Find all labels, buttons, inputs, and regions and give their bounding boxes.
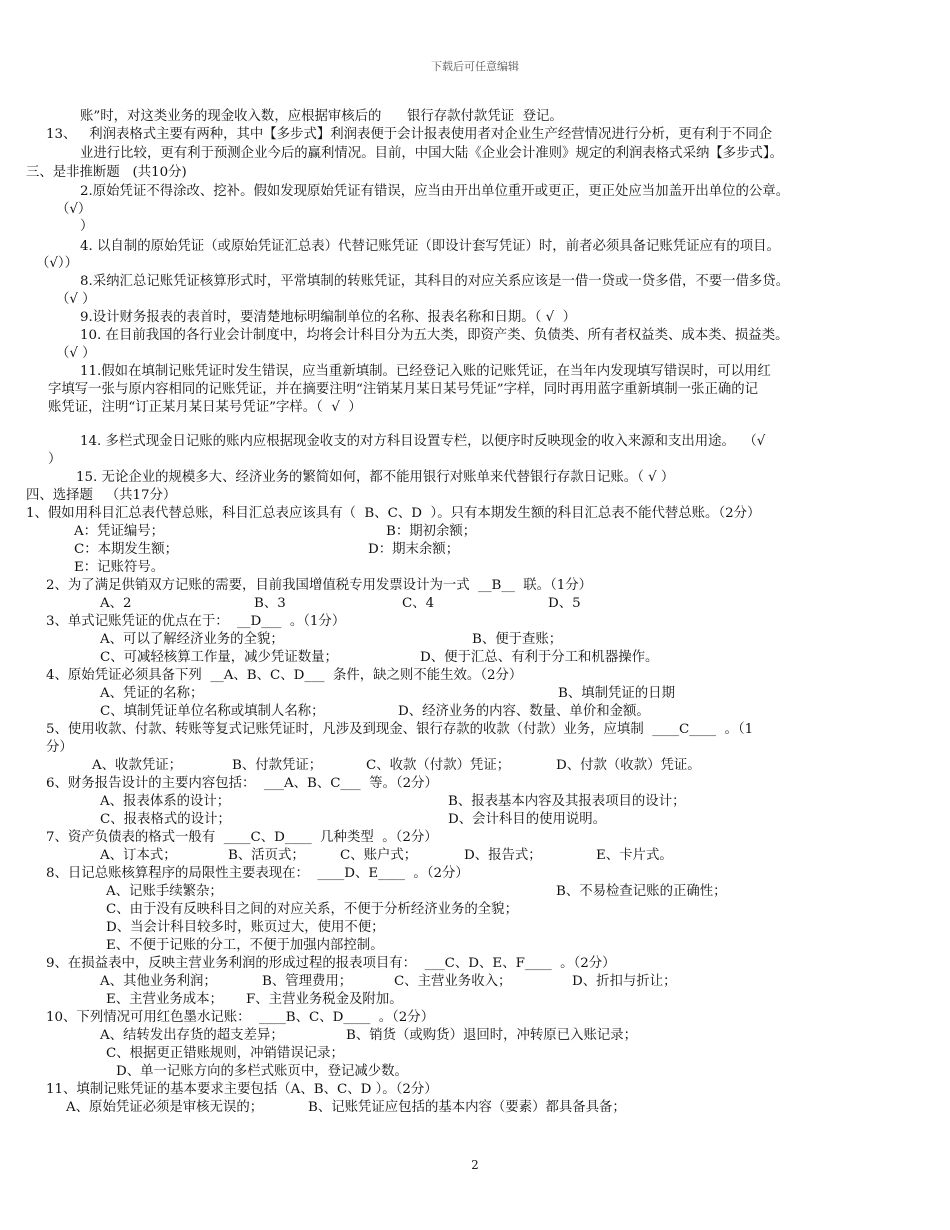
option-text: B、管理费用； [262, 974, 353, 989]
option-text: D、折扣与折让； [572, 974, 677, 989]
option-text: F、主营业务税金及附加。 [246, 992, 403, 1007]
option-text: C、由于没有反映科目之间的对应关系，不便于分析经济业务的全貌； [106, 902, 518, 917]
text-line: ） [80, 219, 94, 234]
option-text: B、记账凭证应包括的基本内容（要素）都具备具备； [308, 1100, 626, 1115]
page-header: 下载后可任意编辑 [431, 60, 519, 73]
option-text: B、填制凭证的日期 [558, 686, 675, 701]
text-line: ） [48, 452, 62, 467]
option-text: B、便于查账； [472, 632, 563, 647]
text-line: 10. 在目前我国的各行业会计制度中，均将会计科目分为五大类，即资产类、负债类、所有者权益类、成本类、损益类。 [80, 328, 789, 343]
text-line: 4. 以自制的原始凭证（或原始凭证汇总表）代替记账凭证（即设计套写凭证）时，前者必须具备记账凭证应有的项目。 [80, 239, 780, 254]
text-line: 15. 无论企业的规模多大、经济业务的繁简如何，都不能用银行对账单来代替银行存款日记账。（ √ ） [76, 470, 675, 485]
question-text: 6、财务报告设计的主要内容包括： ___A、B、C___ 等。（2分） [46, 776, 438, 791]
option-text: A、可以了解经济业务的全貌； [100, 632, 284, 647]
option-text: B、报表基本内容及其报表项目的设计； [448, 794, 686, 809]
option-text: C：本期发生额； [74, 542, 178, 557]
option-text: E：记账符号。 [74, 560, 165, 575]
page-number: 2 [471, 1158, 479, 1172]
option-text: D：期末余额； [368, 542, 460, 557]
option-text: B、不易检查记账的正确性； [556, 884, 727, 899]
text-line: 14. 多栏式现金日记账的账内应根据现金收支的对方科目设置专栏，以便序时反映现金的收入来源和支出用途。 （√ [80, 434, 766, 449]
text-line: 11.假如在填制记账凭证时发生错误，应当重新填制。已经登记入账的记账凭证，在当年内发现填写错误时，可以用红 [80, 364, 771, 379]
text-line: 字填写一张与原内容相同的记账凭证，并在摘要注明“注销某月某日某号凭证”字样，同时再用蓝字重新填制一张正确的记 [48, 382, 758, 397]
option-text: B：期初余额； [386, 524, 477, 539]
option-text: A、收款凭证； [92, 758, 183, 773]
text-line: （√） [56, 202, 92, 217]
text-line: 13、 利润表格式主要有两种，其中【多步式】利润表便于会计报表使用者对企业生产经营情况进行分析，更有利于不同企 [46, 127, 773, 142]
question-text: 3、单式记账凭证的优点在于： __D___ 。（1分） [46, 614, 346, 629]
option-text: A、订本式； [100, 848, 177, 863]
option-text: E、主营业务成本； [106, 992, 223, 1007]
option-text: D、经济业务的内容、数量、单价和金额。 [398, 704, 650, 719]
text-line: 业进行比较，更有利于预测企业今后的赢利情况。目前，中国大陆《企业会计准则》规定的利润表格式采纳【多步式】。 [80, 146, 783, 161]
text-line: 8.采纳汇总记账凭证核算形式时，平常填制的转账凭证，其科目的对应关系应该是一借一贷或一贷多借，不要一借多贷。 [80, 274, 790, 289]
option-text: A、原始凭证必须是审核无误的； [66, 1100, 264, 1115]
option-text: C、填制凭证单位名称或填制人名称； [100, 704, 325, 719]
option-text: A、其他业务利润； [100, 974, 217, 989]
text-line: （√ ） [56, 292, 96, 307]
text-line: 2.原始凭证不得涂改、挖补。假如发现原始凭证有错误，应当由开出单位重开或更正，更正处应当加盖开出单位的公章。 [80, 184, 790, 199]
text-line: 账”时，对这类业务的现金收入数，应根据审核后的 银行存款付款凭证 登记。 [80, 109, 563, 124]
option-text: C、收款（付款）凭证； [366, 758, 511, 773]
text-line: 账凭证，注明“订正某月某日某号凭证”字样。（ √ ） [48, 400, 362, 415]
option-text: C、可减轻核算工作量，减少凭证数量； [100, 650, 338, 665]
option-text: A、结转发出存货的超支差异； [100, 1028, 284, 1043]
option-text: B、付款凭证； [232, 758, 323, 773]
text-line: （√ ） [56, 346, 96, 361]
option-text: D、付款（收款）凭证。 [556, 758, 701, 773]
option-text: D、报告式； [464, 848, 542, 863]
option-text: D、5 [548, 596, 581, 611]
text-line: （√）） [36, 256, 79, 271]
option-text: A、报表体系的设计； [100, 794, 231, 809]
question-text: 7、资产负债表的格式一般有 ____C、D____ 几种类型 。（2分） [46, 830, 438, 845]
text-line: 分） [46, 740, 73, 755]
option-text: A、凭证的名称； [100, 686, 204, 701]
option-text: E、不便于记账的分工，不便于加强内部控制。 [106, 938, 384, 953]
question-text: 1、假如用科目汇总表代替总账，科目汇总表应该具有（ B、C、D ）。只有本期发生额的科目汇总表不能代替总账。（2分） [26, 506, 761, 521]
section-heading: 四、选择题 （共17分） [26, 488, 177, 503]
option-text: C、根据更正错账规则，冲销错误记录； [106, 1046, 344, 1061]
option-text: D、当会计科目较多时，账页过大，使用不便； [106, 920, 385, 935]
option-text: D、会计科目的使用说明。 [448, 812, 607, 827]
section-heading: 三、是非推断题 (共10分) [26, 165, 187, 180]
option-text: B、3 [254, 596, 286, 611]
option-text: A、2 [100, 596, 132, 611]
question-text: 4、原始凭证必须具备下列 __A、B、C、D___ 条件，缺之则不能生效。（2分） [46, 668, 523, 683]
question-text: 10、下列情况可用红色墨水记账： ____B、C、D____ 。（2分） [46, 1010, 435, 1025]
question-text: 2、为了满足供销双方记账的需要，目前我国增值税专用发票设计为一式 __B__ 联。（1分） [46, 578, 593, 593]
option-text: C、4 [402, 596, 435, 611]
question-text: 9、在损益表中，反映主营业务利润的形成过程的报表项目有： ___C、D、E、F____ 。（2分） [46, 956, 616, 971]
option-text: D、单一记账方向的多栏式账页中，登记减少数。 [116, 1064, 408, 1079]
text-line: 9.设计财务报表的表首时，要清楚地标明编制单位的名称、报表名称和日期。（ √ ） [80, 310, 577, 325]
option-text: C、主营业务收入； [394, 974, 512, 989]
question-text: 11、填制记账凭证的基本要求主要包括（A、B、C、D ）。（2分） [46, 1082, 438, 1097]
option-text: B、销货（或购货）退回时，冲转原已入账记录； [346, 1028, 638, 1043]
option-text: E、卡片式。 [596, 848, 673, 863]
option-text: C、报表格式的设计； [100, 812, 231, 827]
option-text: D、便于汇总、有利于分工和机器操作。 [420, 650, 659, 665]
question-text: 5、使用收款、付款、转账等复式记账凭证时，凡涉及到现金、银行存款的收款（付款）业务，应填制 ____C____ 。（1 [46, 722, 754, 737]
option-text: B、活页式； [228, 848, 305, 863]
option-text: A：凭证编号； [74, 524, 165, 539]
option-text: A、记账手续繁杂； [106, 884, 223, 899]
option-text: C、账户式； [340, 848, 418, 863]
question-text: 8、日记总账核算程序的局限性主要表现在： ____D、E____ 。（2分） [46, 866, 469, 881]
